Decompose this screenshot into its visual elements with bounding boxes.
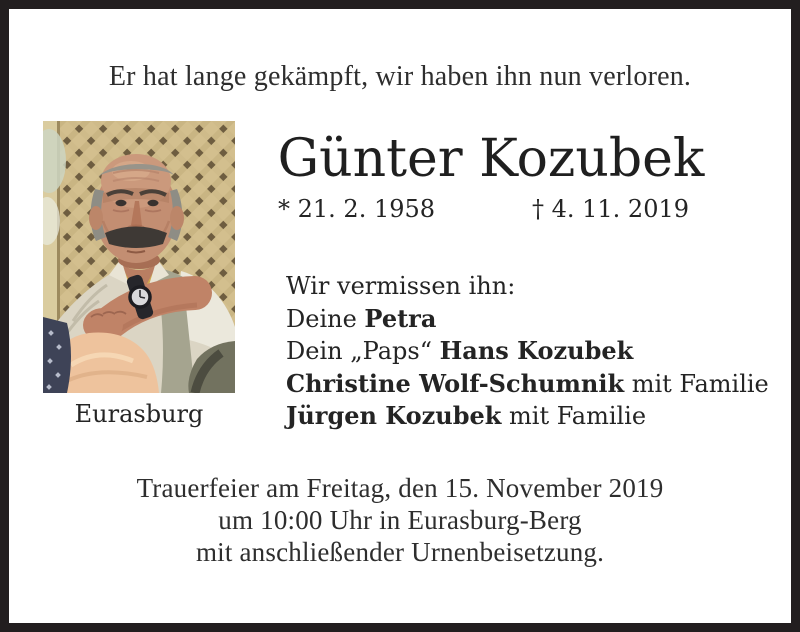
mourner-name: Christine Wolf-Schumnik (286, 368, 625, 398)
mourner-name: Hans Kozubek (439, 336, 634, 365)
funeral-line: Trauerfeier am Freitag, den 15. November 2019 (136, 473, 664, 503)
portrait-photo-illustration (43, 121, 235, 393)
mourner-name: Jürgen Kozubek (286, 401, 502, 430)
funeral-line: um 10:00 Uhr in Eurasburg-Berg (218, 505, 582, 535)
death-date: † 4. 11. 2019 (531, 195, 689, 223)
portrait-photo (43, 121, 235, 393)
mourner-suffix: mit Familie (501, 402, 647, 430)
mourner-line (286, 400, 769, 433)
birth-date: * 21. 2. 1958 (278, 195, 436, 223)
mourner-line (286, 303, 769, 336)
mourner-line (286, 335, 769, 368)
opening-line: Er hat lange gekämpft, wir haben ihn nun verloren. (108, 61, 692, 92)
mourner-name: Petra (364, 303, 437, 333)
life-dates (255, 195, 727, 223)
photo-caption: Eurasburg (74, 400, 204, 428)
mourner-prefix: Dein „Paps“ (286, 337, 440, 365)
mourner-suffix: mit Familie (624, 369, 769, 398)
deceased-name: Günter Kozubek (277, 129, 705, 189)
mourners-intro: Wir vermissen ihn: (286, 272, 516, 300)
funeral-info (9, 472, 791, 568)
mustache (105, 227, 167, 249)
funeral-line: mit anschließender Urnenbeisetzung. (195, 537, 605, 567)
patterned-fabric (43, 317, 71, 393)
mourner-line (286, 368, 769, 401)
mourner-prefix: Deine (286, 304, 365, 333)
mourners-list (286, 271, 769, 433)
